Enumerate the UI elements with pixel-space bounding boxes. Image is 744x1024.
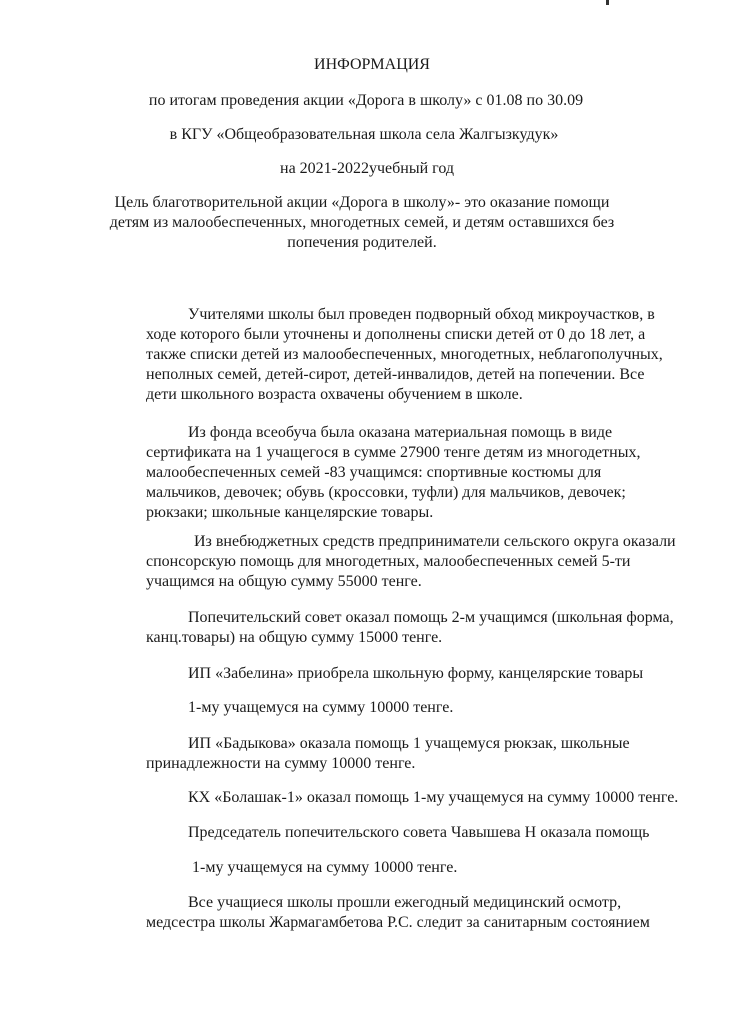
- goal-line-3: попечения родителей.: [287, 234, 437, 251]
- paragraph-2-line-3: малообеспеченных семей -83 учащимся: спортивные костюмы для: [146, 464, 602, 481]
- paragraph-2-line-5: рюкзаки; школьные канцелярские товары.: [146, 504, 434, 521]
- paragraph-3-line-2: спонсорскую помощь для многодетных, малообеспеченных семей 5-ти: [146, 553, 631, 570]
- paragraph-10: 1-му учащемуся на сумму 10000 тенге.: [192, 859, 458, 876]
- document-title: ИНФОРМАЦИЯ: [314, 56, 430, 73]
- paragraph-4-line-2: канц.товары) на общую сумму 15000 тенге.: [146, 629, 443, 646]
- subtitle-line-3: на 2021-2022учебный год: [280, 160, 454, 177]
- paragraph-2-line-2: сертификата на 1 учащегося в сумме 27900 тенге детям из многодетных,: [146, 444, 641, 461]
- paragraph-9: Председатель попечительского совета Чавышева Н оказала помощь: [188, 824, 650, 841]
- paragraph-1-line-3: также списки детей из малообеспеченных, многодетных, неблагополучных,: [146, 346, 663, 363]
- goal-line-1: Цель благотворительной акции «Дорога в школу»- это оказание помощи: [114, 194, 610, 211]
- paragraph-2-line-4: мальчиков, девочек; обувь (кроссовки, туфли) для мальчиков, девочек;: [146, 484, 626, 501]
- paragraph-3-line-1: Из внебюджетных средств предприниматели сельского округа оказали: [194, 533, 676, 550]
- paragraph-2-line-1: Из фонда всеобуча была оказана материальная помощь в виде: [188, 424, 613, 441]
- paragraph-3-line-3: учащимся на общую сумму 55000 тенге.: [146, 573, 422, 590]
- paragraph-11-line-2: медсестра школы Жармагамбетова Р.С. следит за санитарным состоянием: [146, 914, 650, 931]
- paragraph-8: КХ «Болашак-1» оказал помощь 1-му учащемуся на сумму 10000 тенге.: [188, 789, 679, 806]
- goal-line-2: детям из малообеспеченных, многодетных семей, и детям оставшихся без: [109, 214, 615, 231]
- paragraph-7-line-1: ИП «Бадыкова» оказала помощь 1 учащемуся рюкзак, школьные: [188, 735, 630, 752]
- paragraph-11-line-1: Все учащиеся школы прошли ежегодный медицинский осмотр,: [188, 894, 622, 911]
- paragraph-1-line-4: неполных семей, детей-сирот, детей-инвалидов, детей на попечении. Все: [146, 366, 645, 383]
- paragraph-6: 1-му учащемуся на сумму 10000 тенге.: [188, 699, 454, 716]
- paragraph-1-line-2: ходе которого были уточнены и дополнены списки детей от 0 до 18 лет, а: [146, 326, 646, 343]
- scan-mark: [606, 0, 609, 5]
- paragraph-1-line-5: дети школьного возраста охвачены обучением в школе.: [146, 386, 523, 403]
- paragraph-4-line-1: Попечительский совет оказал помощь 2-м учащимся (школьная форма,: [188, 609, 674, 626]
- subtitle-line-2: в КГУ «Общеобразовательная школа села Жалгызкудук»: [169, 126, 559, 143]
- subtitle-line-1: по итогам проведения акции «Дорога в школу» с 01.08 по 30.09: [148, 92, 584, 109]
- paragraph-5: ИП «Забелина» приобрела школьную форму, канцелярские товары: [188, 665, 644, 682]
- paragraph-1-line-1: Учителями школы был проведен подворный обход микроучастков, в: [188, 306, 655, 323]
- paragraph-7-line-2: принадлежности на сумму 10000 тенге.: [146, 755, 416, 772]
